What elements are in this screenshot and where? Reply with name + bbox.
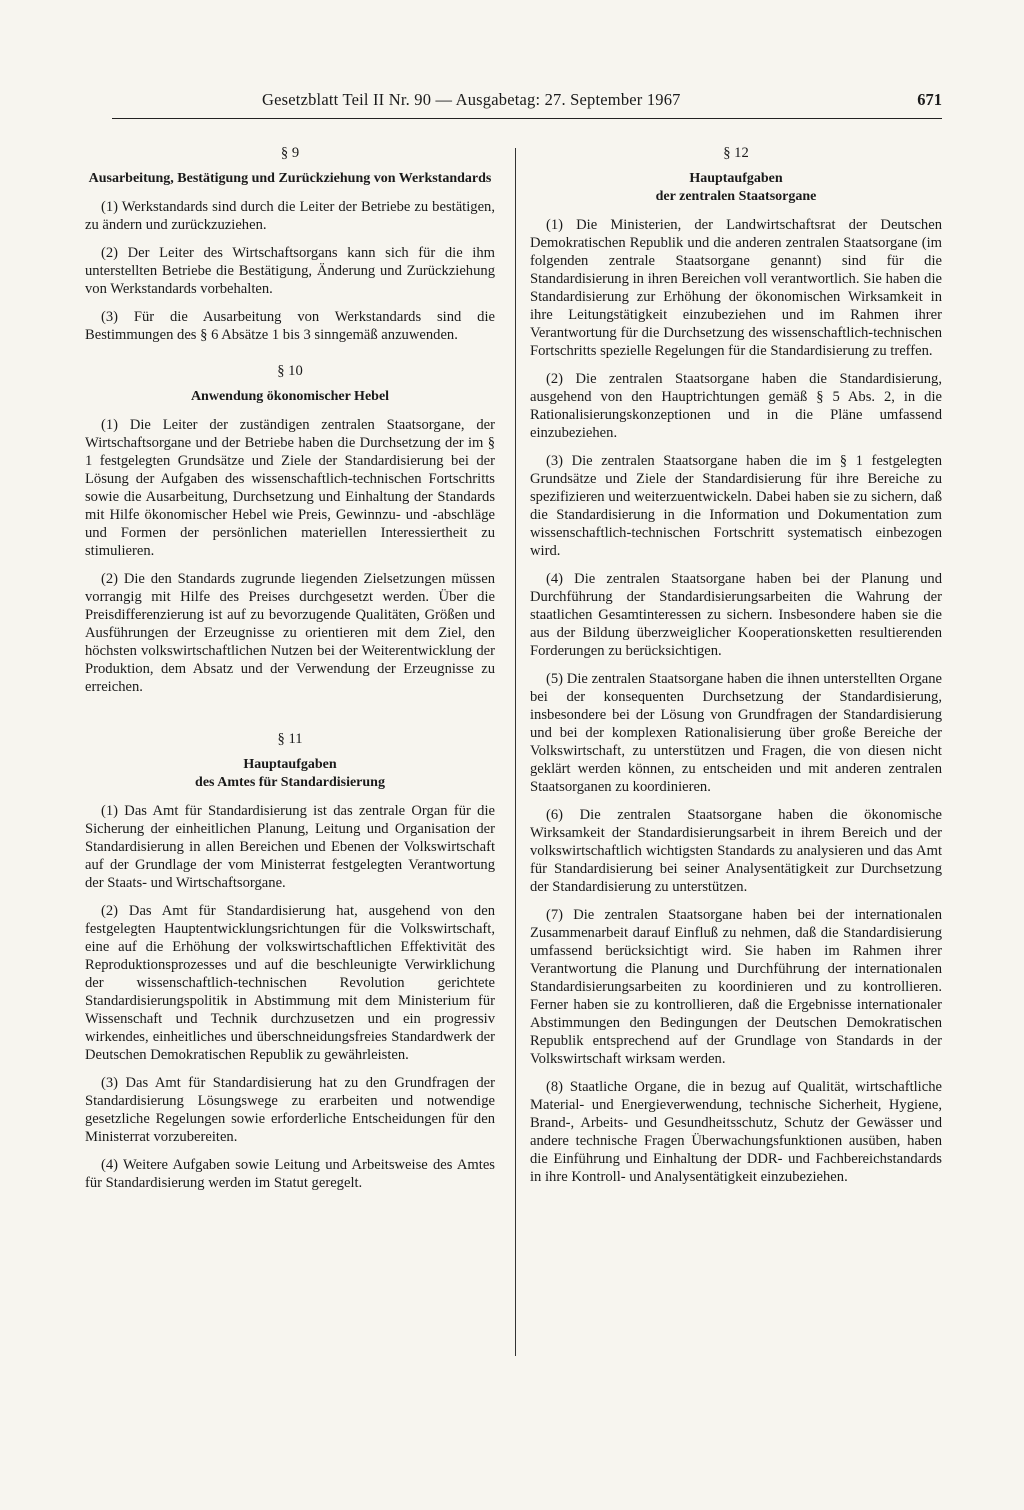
section-title: Ausarbeitung, Bestätigung und Zurückziehung von Werkstandards [88, 171, 492, 186]
right-column [530, 144, 942, 1196]
paragraph: (1) Das Amt für Standardisierung ist das zentrale Organ für die Sicherung der einheitlichen Planung, Leitung und Organisation der Standardisierung in allen Bereichen und Ebenen der Volkswirtschaft auf der Grundlage der vom Ministerrat festgelegten Verantwortung der Staats- und Wirtschaftsorgane. [85, 803, 495, 891]
paragraph: (6) Die zentralen Staatsorgane haben die ökonomische Wirksamkeit der Standardisierungsarbeit in ihrem Bereich und der volkswirtschaftlich wichtigsten Standards zu analysieren und das Amt für Standardisierung bei seiner Analysentätigkeit zur Durchsetzung der Standardisierung zu unterstützen. [530, 807, 942, 895]
paragraph: (1) Die Ministerien, der Landwirtschaftsrat der Deutschen Demokratischen Republik und die anderen zentralen Staatsorgane (im folgenden zentrale Staatsorgane genannt) sind für die Standardisierung in ihren Bereichen voll verantwortlich. Sie haben die Standardisierung zur Erhöhung der ökonomischen Wirksamkeit in ihre Leitungstätigkeit einzubeziehen und im Rahmen ihrer Verantwortung für die Durchsetzung des wissenschaftlich-technischen Fortschritts spezielle Regelungen für die Standardisierung zu treffen. [530, 217, 942, 359]
section-number: § 9 [280, 145, 300, 161]
section-title-line: des Amtes für Standardisierung [195, 775, 385, 790]
paragraph: (8) Staatliche Organe, die in bezug auf Qualität, wirtschaftliche Material- und Energieverwendung, technische Sicherheit, Hygiene, Brand-, Arbeits- und Gesundheitsschutz, Schutz der Gewässer und andere technische Fragen Überwachungsfunktionen ausüben, haben die Einführung und Einhaltung der DDR- und Fachbereichstandards in ihre Kontroll- und Analysentätigkeit einzubeziehen. [530, 1079, 942, 1185]
paragraph: (4) Die zentralen Staatsorgane haben bei der Planung und Durchführung der Standardisierungsarbeiten die Wahrung der staatlichen Gesamtinteressen zu sichern. Insbesondere haben sie die aus der Bildung überzweiglicher Kooperationsketten resultierenden Forderungen zu berücksichtigen. [530, 571, 942, 659]
paragraph: (2) Die den Standards zugrunde liegenden Zielsetzungen müssen vorrangig mit Hilfe des Preises durchgesetzt werden. Über die Preisdifferenzierung ist auf zu bevorzugende Qualitäten, Größen und Ausführungen der Erzeugnisse zu orientieren mit dem Ziel, den höchsten volkswirtschaftlichen Nutzen bei der Weiterentwicklung der Produktion, dem Absatz und der Verwendung der Erzeugnisse zu erreichen. [85, 571, 495, 695]
paragraph: (2) Das Amt für Standardisierung hat, ausgehend von den festgelegten Hauptentwicklungsrichtungen für die Volkswirtschaft, eine auf die Erhöhung der volkswirtschaftlichen Effektivität des Reproduktionsprozesses und auf die beschleunigte Verwirklichung der wissenschaftlich-technischen Revolution gerichtete Standardisierungspolitik in Abstimmung mit dem Ministerium für Wissenschaft und Technik durchzusetzen und ein progressiv wirkendes, einheitliches und überschneidungsfreies Standardwerk der Deutschen Demokratischen Republik zu gewährleisten. [85, 903, 495, 1063]
section-10 [85, 362, 495, 696]
section-9 [85, 144, 495, 344]
paragraph: (1) Werkstandards sind durch die Leiter der Betriebe zu bestätigen, zu ändern und zurückzuziehen. [85, 199, 495, 233]
paragraph: (3) Für die Ausarbeitung von Werkstandards sind die Bestimmungen des § 6 Absätze 1 bis 3 sinngemäß anzuwenden. [85, 309, 495, 343]
section-number: § 11 [277, 731, 303, 747]
paragraph: (5) Die zentralen Staatsorgane haben die ihnen unterstellten Organe bei der konsequenten Durchsetzung der Standardisierung, insbesondere bei der Lösung von Grundfragen der Standardisierung und bei der komplexen Rationalisierung über große Bereiche der Volkswirtschaft, zu unterstützen und Fragen, die von diesen nicht geklärt werden können, zu entscheiden und mit anderen zentralen Staatsorganen zu koordinieren. [530, 671, 942, 795]
paragraph: (2) Der Leiter des Wirtschaftsorgans kann sich für die ihm unterstellten Betriebe die Bestätigung, Änderung und Zurückziehung von Werkstandards vorbehalten. [85, 245, 495, 297]
section-title-line: Hauptaufgaben [243, 757, 337, 772]
header-divider [112, 118, 942, 119]
page-header [112, 86, 942, 114]
left-column [85, 144, 495, 1202]
section-number: § 12 [723, 145, 749, 161]
paragraph: (3) Die zentralen Staatsorgane haben die im § 1 festgelegten Grundsätze und Ziele der Standardisierung für ihre Bereiche zu spezifizieren und weiterzuentwickeln. Dabei haben sie zu sichern, daß die Standardisierung in die Information und Dokumentation zum wissenschaftlich-technischen Fortschritt systematisch einbezogen wird. [530, 453, 942, 559]
section-number: § 10 [277, 363, 303, 379]
section-title-line: Hauptaufgaben [689, 171, 783, 186]
column-divider [515, 148, 516, 1356]
paragraph: (1) Die Leiter der zuständigen zentralen Staatsorgane, der Wirtschaftsorgane und der Betriebe haben die Durchsetzung der im § 1 festgelegten Grundsätze und Ziele der Standardisierung bei der Lösung der Aufgaben des wissenschaftlich-technischen Fortschritts sowie die Ausarbeitung, Durchsetzung und Einhaltung der Standards mit Hilfe ökonomischer Hebel wie Preis, Gewinnzu- und -abschläge und Formen der persönlichen materiellen Interessiertheit zu stimulieren. [85, 417, 495, 559]
paragraph: (7) Die zentralen Staatsorgane haben bei der internationalen Zusammenarbeit darauf Einfluß zu nehmen, daß die Standardisierung umfassend berücksichtigt wird. Sie haben im Rahmen ihrer Verantwortung die Planung und Durchführung der internationalen Standardisierungsarbeiten zu koordinieren und zu kontrollieren. Ferner haben sie zu kontrollieren, daß die Ergebnisse internationaler Abstimmungen den Bedingungen der Deutschen Demokratischen Republik entsprechend auf der Grundlage von Standards in der Volkswirtschaft wirksam werden. [530, 907, 942, 1067]
section-12 [530, 144, 942, 1186]
section-title: Anwendung ökonomischer Hebel [190, 389, 390, 404]
section-11 [85, 730, 495, 1192]
section-title [530, 170, 942, 206]
page-number: 671 [917, 90, 942, 109]
paragraph: (4) Weitere Aufgaben sowie Leitung und Arbeitsweise des Amtes für Standardisierung werden im Statut geregelt. [85, 1157, 495, 1191]
paragraph: (3) Das Amt für Standardisierung hat zu den Grundfragen der Standardisierung Lösungswege zu erarbeiten und notwendige gesetzliche Regelungen sowie erforderliche Entscheidungen für den Ministerrat vorzubereiten. [85, 1075, 495, 1145]
section-title-line: der zentralen Staatsorgane [655, 189, 817, 204]
paragraph: (2) Die zentralen Staatsorgane haben die Standardisierung, ausgehend von den Hauptrichtungen gemäß § 5 Abs. 2, in die Rationalisierungskonzeptionen und in die Pläne umfassend einzubeziehen. [530, 371, 942, 441]
section-title [85, 756, 495, 792]
gazette-title: Gesetzblatt Teil II Nr. 90 — Ausgabetag: 27. September 1967 [262, 90, 681, 109]
